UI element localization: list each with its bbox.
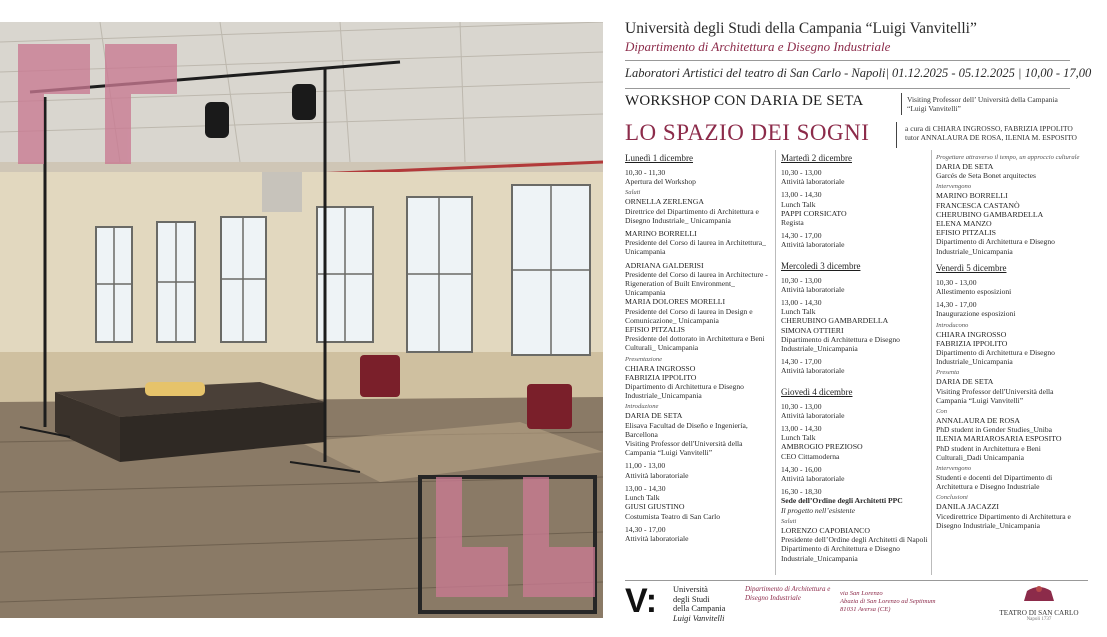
day-heading: Mercoledì 3 dicembre (781, 260, 861, 271)
department-title: Dipartimento di Architettura e Disegno Industriale (625, 39, 891, 54)
day-heading: Giovedì 4 dicembre (781, 386, 853, 397)
day-heading: Martedì 2 dicembre (781, 153, 852, 163)
divider (775, 150, 776, 575)
location-dates: Laboratori Artistici del teatro di San Carlo - Napoli| 01.12.2025 - 05.12.2025 | 10,00 - 17,00 (625, 66, 1092, 80)
footer-department: Dipartimento di Architettura e Disegno Industriale (745, 585, 831, 602)
footer-address: via San Lorenzo Abazia di San Lorenzo ad Septimum 81031 Aversa (CE) (840, 590, 936, 613)
visiting-professor: Visiting Professor dell’ Università della Campania “Luigi Vanvitelli” (907, 95, 1058, 113)
curators: a cura di CHIARA INGROSSO, FABRIZIA IPPOLITO tutor ANNALAURA DE ROSA, ILENIA M. ESPOSITO (905, 124, 1077, 142)
teatro-san-carlo-logo: TEATRO DI SAN CARLO Napoli 1737 (999, 583, 1079, 622)
program-panel (603, 0, 1107, 637)
divider (625, 88, 1070, 89)
divider (625, 580, 1088, 581)
day-heading: Venerdì 5 dicembre (936, 262, 1007, 273)
day-heading: Lunedì 1 dicembre (625, 153, 693, 163)
workshop-photo (0, 22, 603, 618)
divider (896, 122, 897, 148)
event-title: LO SPAZIO DEI SOGNI (625, 120, 870, 145)
program-column-3: Progettare attraverso il tempo, un approccio culturale DARIA DE SETA Garcés de Seta Bonet arquitectes Intervengono MARINO BORRELLI FRANCESCA CASTANÒ CHERUBINO GAMBARDELLA ELENA MANZO EFISIO PITZALIS Dipartimento di Architettura e Disegno Industriale_Unicampania Venerdì 5 dicembre 10,30 - 13,00 Allestimento esposizioni 14,30 - 17,00 Inaugurazione esposizioni Introducono CHIARA INGROSSO FABRIZIA IPPOLITO Dipartimento di Architettura e Disegno Industriale_Unicampania Presenta DARIA DE SETA Visiting Professor dell'Università della Campania “Luigi Vanvitelli” Con ANNALAURA DE ROSA PhD student in Gender Studies_Uniba ILENIA MARIAROSARIA ESPOSITO PhD student in Architettura e Beni Culturali_Dadi Unicampania Intervengono Studenti e docenti del Dipartimento di Architettura e Disegno Industriale Conclusioni DANILA JACAZZI Vicedirettrice Dipartimento di Architettura e Disegno Industriale_Unicampania (936, 150, 1086, 530)
divider (931, 150, 932, 575)
crest-icon (1022, 583, 1056, 603)
university-title: Università degli Studi della Campania “Luigi Vanvitelli” (625, 20, 977, 37)
program-column-2: Martedì 2 dicembre 10,30 - 13,00 Attività laboratoriale 13,00 - 14,30 Lunch Talk PAPPI CORSICATO Regista 14,30 - 17,00 Attività laboratoriale Mercoledì 3 dicembre 10,30 - 13,00 Attività laboratoriale 13,00 - 14,30 Lunch Talk CHERUBINO GAMBARDELLA SIMONA OTTIERI Dipartimento di Architettura e Disegno Industriale_Unicampania 14,30 - 17,00 Attività laboratoriale Giovedì 4 dicembre 10,30 - 13,00 Attività laboratoriale 13,00 - 14,30 Lunch Talk AMBROGIO PREZIOSO CEO Cittamoderna 14,30 - 16,00 Attività laboratoriale 16,30 - 18,30 Sede dell’Ordine degli Architetti PPC Il progetto nell’esistente Saluti LORENZO CAPOBIANCO Presidente dell’Ordine degli Architetti di Napoli Dipartimento di Architettura e Disegno Industriale_Unicampania (781, 153, 928, 563)
university-logo-text: Università degli Studi della Campania Luigi Vanvitelli (673, 585, 726, 623)
program-column-1: Lunedì 1 dicembre 10,30 - 11,30 Apertura del Workshop Saluti ORNELLA ZERLENGA Direttrice del Dipartimento di Architettura e Disegno Industriale_ Unicampania MARINO BORRELLI Presidente del Corso di laurea in Architettura_ Unicampania ADRIANA GALDERISI Presidente del Corso di laurea in Architecture - Rigeneration of Built Environment_ Unicampania MARIA DOLORES MORELLI Presidente del Corso di laurea in Design e Comunicazione_ Unicampania EFISIO PITZALIS Presidente del dottorato in Architettura e Beni Culturali_ Unicampania Presentazione CHIARA INGROSSO FABRIZIA IPPOLITO Dipartimento di Architettura e Disegno Industriale_Unicampania Introduzione DARIA DE SETA Elisava Facultad de Diseño e Ingeniería, Barcellona Visiting Professor dell'Università della Campania “Luigi Vanvitelli” 11,00 - 13,00 Attività laboratoriale 13,00 - 14,30 Lunch Talk GIUSI GIUSTINO Costumista Teatro di San Carlo 14,30 - 17,00 Attività laboratoriale (625, 150, 770, 543)
vanvitelli-logo: V: (625, 582, 658, 620)
divider (625, 60, 1070, 61)
divider (901, 93, 902, 115)
workshop-heading: WORKSHOP CON DARIA DE SETA (625, 93, 864, 109)
